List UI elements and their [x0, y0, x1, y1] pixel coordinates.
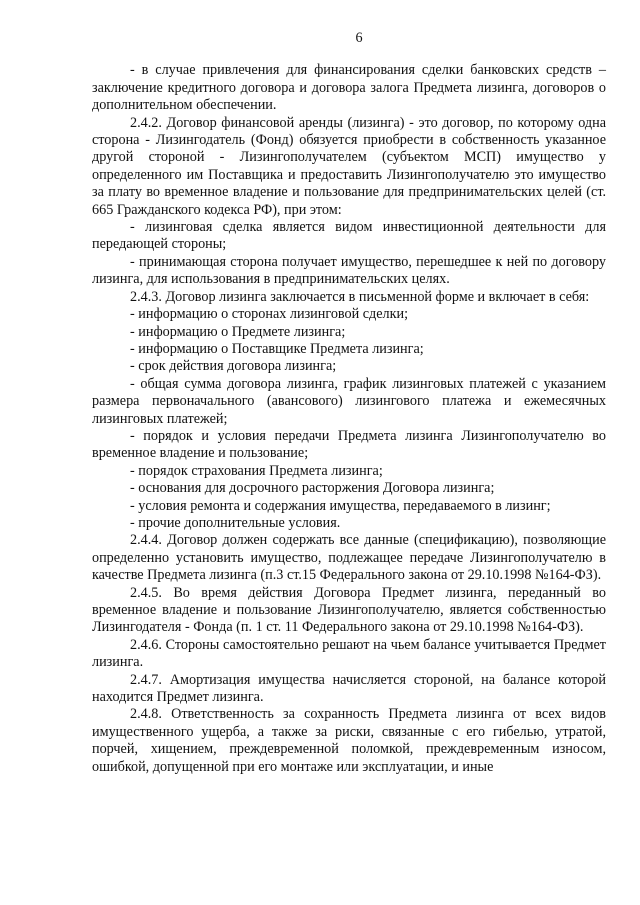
paragraph-2-4-4: 2.4.4. Договор должен содержать все данные (спецификацию), позволяющие определенно установить имущество, подлежащее передаче Лизингополучателю в качестве Предмета лизинга (п.3 ст.15 Федерального закона от 29.10.1998 №164-ФЗ). — [92, 532, 606, 584]
list-item: - принимающая сторона получает имущество, перешедшее к ней по договору лизинга, для использования в предпринимательских целях. — [92, 253, 606, 288]
list-item: - информацию о Предмете лизинга; — [130, 323, 346, 340]
list-item: - порядок и условия передачи Предмета лизинга Лизингополучателю во временное владение и пользование; — [92, 427, 606, 462]
list-item: - общая сумма договора лизинга, график лизинговых платежей с указанием размера первоначального (авансового) лизингового платежа и ежемесячных лизинговых платежей; — [92, 375, 606, 427]
paragraph-2-4-8: 2.4.8. Ответственность за сохранность Предмета лизинга от всех видов имущественного ущерба, а также за риски, связанные с его гибелью, утратой, порчей, хищением, преждевременной поломкой, преждевременным износом, ошибкой, допущенной при его монтаже или эксплуатации, и иные — [92, 706, 606, 775]
list-item: - порядок страхования Предмета лизинга; — [130, 462, 383, 479]
paragraph-2-4-7: 2.4.7. Амортизация имущества начисляется стороной, на балансе которой находится Предмет лизинга. — [92, 671, 606, 706]
paragraph-bank-funding: - в случае привлечения для финансирования сделки банковских средств – заключение кредитного договора и договора залога Предмета лизинга, договоров о дополнительном обеспечении. — [92, 62, 606, 114]
list-item: - основания для досрочного расторжения Договора лизинга; — [130, 480, 495, 497]
list-item: - лизинговая сделка является видом инвестиционной деятельности для передающей стороны; — [92, 219, 606, 253]
paragraph-2-4-2: 2.4.2. Договор финансовой аренды (лизинга) - это договор, по которому одна сторона - Лизингодатель (Фонд) обязуется приобрести в собственность указанное другой стороной - Лизингополучателем (субъектом МСП) имущество у определенного им Поставщика и предоставить Лизингополучателю это имущество за плату во временное владение и пользование для предпринимательских целей (ст. 665 Гражданского кодекса РФ), при этом: — [92, 114, 606, 218]
list-item: - прочие дополнительные условия. — [130, 514, 341, 531]
document-body — [92, 62, 606, 776]
list-item: - срок действия договора лизинга; — [130, 358, 337, 375]
paragraph-2-4-3: 2.4.3. Договор лизинга заключается в письменной форме и включает в себя: — [130, 288, 590, 305]
page-number: 6 — [355, 30, 363, 46]
list-item: - информацию о сторонах лизинговой сделки; — [130, 306, 409, 323]
list-item: - информацию о Поставщике Предмета лизинга; — [130, 340, 424, 357]
paragraph-2-4-6: 2.4.6. Стороны самостоятельно решают на чьем балансе учитывается Предмет лизинга. — [92, 636, 606, 671]
list-item: - условия ремонта и содержания имущества, передаваемого в лизинг; — [130, 497, 551, 514]
paragraph-2-4-5: 2.4.5. Во время действия Договора Предмет лизинга, переданный во временное владение и пользование Лизингополучателю, является собственностью Лизингодателя - Фонда (п. 1 ст. 11 Федерального закона от 29.10.1998 №164-ФЗ). — [92, 584, 606, 636]
